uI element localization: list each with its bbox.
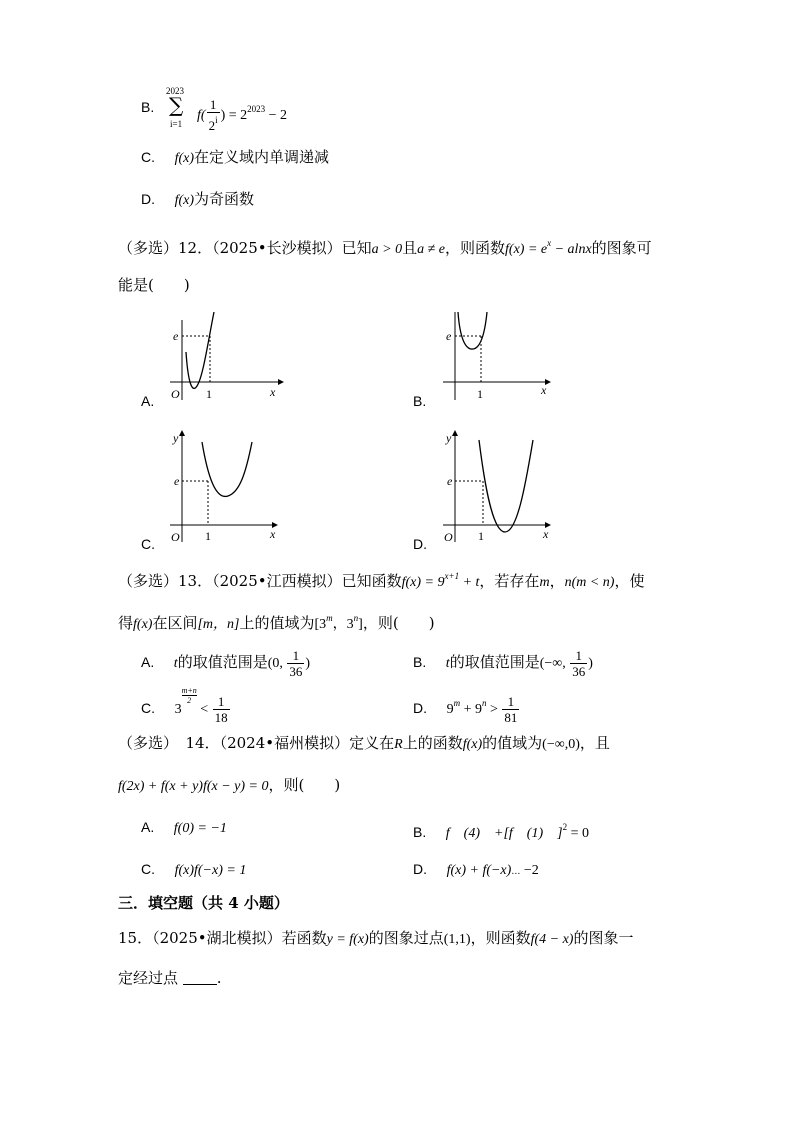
q13-option-d: D. $9^m + 9^n$ > $\frac{1}{81}$	[413, 693, 518, 725]
svg-text:1: 1	[477, 387, 483, 401]
graph-label-x: x	[270, 385, 276, 399]
q13-stem-line2: 得f(x)在区间[m，n]上的值域为[3$^m$，3$^n$]，则( )	[118, 613, 435, 632]
q11-option-c: C. f(x)在定义域内单调递减	[141, 148, 330, 166]
graph-label-origin: O	[171, 387, 180, 401]
svg-text:1: 1	[205, 529, 211, 543]
q13-option-a: A. t的取值范围是(0, $\frac{1}{36}$ )	[141, 647, 311, 679]
q12-option-d-label: D.	[413, 536, 427, 552]
q11-option-d: D. f(x)为奇函数	[141, 190, 255, 208]
q11-option-b	[141, 97, 154, 117]
sum-upper-limit: 2023	[166, 86, 184, 96]
q14-option-a: A. f(0) = −1	[141, 819, 227, 836]
q12-option-b-label: B.	[413, 393, 427, 409]
q15-stem: 15．（2025•湖北模拟）若函数y = f(x)的图象过点(1,1)，则函数f(4 − x)的图象一	[118, 929, 634, 947]
q12-stem: （多选）12．（2025•长沙模拟）已知a > 0且a ≠ e，则函数$f(x) = e^x - alnx$的图象可	[118, 238, 652, 257]
sum-lower-limit: i=1	[170, 119, 183, 129]
svg-text:1: 1	[478, 529, 484, 543]
q14-stem-line2: f(2x) + f(x + y)f(x − y) = 0，则( )	[118, 776, 341, 794]
answer-blank[interactable]	[183, 970, 217, 985]
svg-text:e: e	[174, 474, 180, 488]
q13-option-c: C. 3 $\frac{m+n}{2}$ < $\frac{1}{18}$	[141, 686, 228, 725]
svg-text:x: x	[270, 527, 276, 541]
q12-graph-b	[433, 312, 558, 407]
q12-graph-d	[433, 428, 558, 548]
fraction: $\frac{1}{2^i}$	[208, 97, 218, 133]
svg-text:O: O	[171, 530, 180, 544]
q12-stem-line2: 能是( )	[118, 276, 190, 294]
svg-text:O: O	[444, 530, 453, 544]
q14-option-c: C. f(x)f(−x) = 1	[141, 861, 247, 878]
q13-option-b: B. t的取值范围是(−∞, $\frac{1}{36}$ )	[413, 647, 593, 679]
svg-text:x: x	[543, 527, 549, 541]
q14-stem: （多选） 14．（2024•福州模拟）定义在R上的函数f(x)的值域为(−∞,0)，且	[118, 734, 610, 752]
q14-option-b: B. f (4) +[f (1) ]$^2$ = 0	[413, 822, 589, 841]
q12-option-a-label: A.	[141, 393, 155, 409]
svg-text:e: e	[446, 329, 452, 343]
q15-stem-line2: 定经过点 .	[118, 969, 222, 987]
sum-symbol: ∑	[169, 93, 184, 117]
svg-text:y: y	[446, 431, 452, 445]
q11-option-b-expr: f( $\frac{1}{2^i}$ ) = $2^{2023} - 2$	[197, 97, 288, 133]
q12-graph-c	[160, 428, 285, 548]
section-heading: 三．填空题（共 4 小题）	[118, 894, 289, 912]
svg-text:e: e	[447, 474, 453, 488]
q14-option-d: D. f(x) + f(−x)… −2	[413, 861, 539, 878]
q12-option-c-label: C.	[141, 536, 155, 552]
q12-graph-a	[160, 312, 285, 407]
svg-text:y: y	[173, 431, 179, 445]
option-label: B.	[141, 99, 155, 115]
svg-text:x: x	[541, 383, 547, 397]
graph-label-1: 1	[206, 387, 212, 401]
graph-label-e: e	[173, 329, 179, 343]
q13-stem: （多选）13．（2025•江西模拟）已知函数$f(x) = 9^{x+1} + t$，若存在m，n(m < n)，使	[118, 571, 645, 590]
